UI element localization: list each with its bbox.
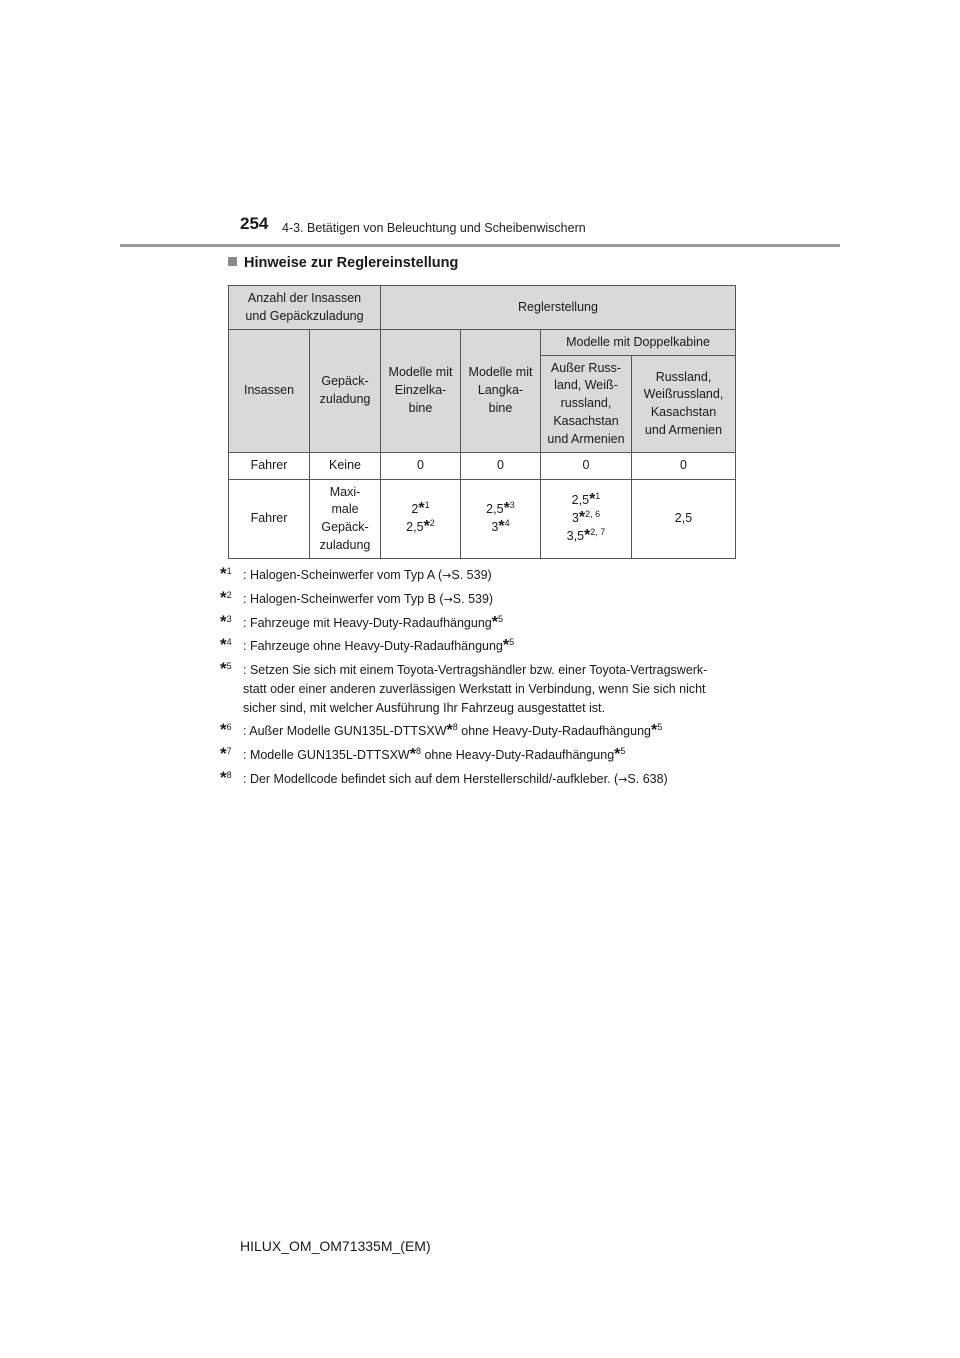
header-double-cab-ru: Russland, Weißrussland, Kasachstan und Armenien bbox=[632, 356, 736, 453]
arrow-icon: → bbox=[618, 772, 628, 786]
header-setting: Reglerstellung bbox=[381, 286, 736, 330]
header-double-cab: Modelle mit Doppelkabine bbox=[541, 330, 736, 356]
footnote: *$^5$ : Setzen Sie sich mit einem Toyota-Vertragshändler bzw. einer Toyota-Vertragswerk- statt oder einer anderen zuverlässigen Werkstatt in Verbindung, wenn Sie sich nicht sicher sind, mit welcher Ausführung Ihr Fahrzeug ausgestattet ist. bbox=[220, 659, 708, 715]
header-luggage: Gepäck- zuladung bbox=[310, 330, 381, 453]
footnote: *$^8$ : Der Modellcode befindet sich auf dem Herstellerschild/-aufkleber. (→S. 638) bbox=[220, 767, 668, 787]
footnotes bbox=[220, 566, 760, 794]
footnote: *$^7$ : Modelle GUN135L-DTTSXW*$^8$ ohne Heavy-Duty-Radaufhängung*$^5$ bbox=[220, 744, 626, 763]
regulator-settings-table bbox=[228, 285, 736, 559]
header-occupants-load: Anzahl der Insassen und Gepäckzuladung bbox=[229, 286, 381, 330]
footnote: *$^6$ : Außer Modelle GUN135L-DTTSXW*$^8$ ohne Heavy-Duty-Radaufhängung*$^5$ bbox=[220, 720, 663, 740]
subheading-text: Hinweise zur Reglereinstellung bbox=[244, 255, 459, 271]
cell-double-cab-ru: 0 bbox=[632, 453, 736, 480]
footer-document-code: HILUX_OM_OM71335M_(EM) bbox=[240, 1238, 431, 1254]
table-row bbox=[229, 453, 736, 480]
footnote: *$^4$ : Fahrzeuge ohne Heavy-Duty-Radaufhängung*$^5$ bbox=[220, 635, 515, 655]
cell-luggage: Maxi- male Gepäck- zuladung bbox=[310, 480, 381, 559]
page-number: 254 bbox=[240, 214, 269, 233]
header-rule bbox=[120, 244, 840, 247]
footnote: *$^3$ : Fahrzeuge mit Heavy-Duty-Radaufhängung*$^5$ bbox=[220, 611, 503, 631]
cell-double-cab-other: 2,5*$^1$ 3*$^{2, 6}$ 3,5*$^{2, 7}$ bbox=[541, 480, 632, 559]
header-extra-cab: Modelle mit Langka- bine bbox=[461, 330, 541, 453]
arrow-icon: → bbox=[442, 569, 452, 582]
header-single-cab: Modelle mit Einzelka- bine bbox=[381, 330, 461, 453]
cell-extra-cab: 2,5*$^3$ 3*$^4$ bbox=[461, 480, 541, 559]
cell-occupants: Fahrer bbox=[229, 453, 310, 480]
bullet-square-icon bbox=[228, 257, 237, 266]
cell-occupants: Fahrer bbox=[229, 480, 310, 559]
cell-double-cab-other: 0 bbox=[541, 453, 632, 480]
section-title: 4-3. Betätigen von Beleuchtung und Scheibenwischern bbox=[282, 221, 586, 235]
cell-extra-cab: 0 bbox=[461, 453, 541, 480]
footnote: *$^1$ : Halogen-Scheinwerfer vom Typ A (→S. 539) bbox=[220, 564, 492, 583]
cell-single-cab: 2*$^1$ 2,5*$^2$ bbox=[381, 480, 461, 559]
cell-luggage: Keine bbox=[310, 453, 381, 480]
arrow-icon: → bbox=[443, 592, 453, 606]
cell-single-cab: 0 bbox=[381, 453, 461, 480]
subheading bbox=[228, 255, 458, 271]
header-occupants: Insassen bbox=[229, 330, 310, 453]
cell-double-cab-ru: 2,5 bbox=[632, 480, 736, 559]
footnote: *$^2$ : Halogen-Scheinwerfer vom Typ B (→S. 539) bbox=[220, 587, 494, 607]
header-double-cab-other: Außer Russ- land, Weiß- russland, Kasachstan und Armenien bbox=[541, 356, 632, 453]
table-row bbox=[229, 480, 736, 559]
